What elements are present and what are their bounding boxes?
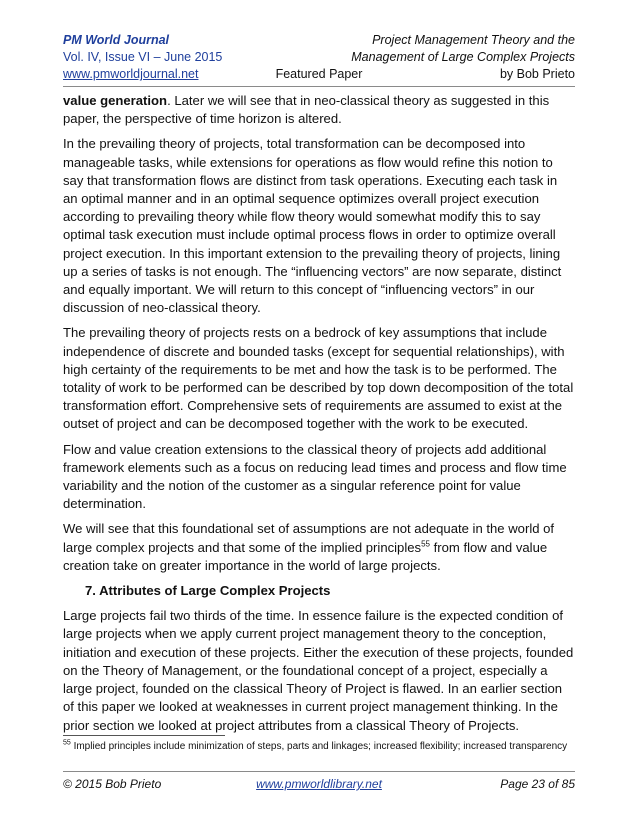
footnote-text: Implied principles include minimization of steps, parts and linkages; increased flexibility; increased transparency: [70, 741, 568, 752]
paper-title-line2: Management of Large Complex Projects: [351, 50, 575, 64]
footnote: [63, 740, 578, 753]
paragraph-3: The prevailing theory of projects rests on a bedrock of key assumptions that include independence of discrete and bounded tasks (except for sequential relationships), with high certainty of the requirements to be met and how the task is to be performed. The totality of work to be performed can be described by top down decomposition of the total transformation effort. Comprehensive sets of requirements are assumed to exist at the outset of project and can be decomposed together with the work to be executed.: [63, 325, 574, 432]
library-website-link[interactable]: www.pmworldlibrary.net: [256, 777, 382, 791]
author-byline: by Bob Prieto: [499, 67, 575, 81]
paragraph-2: In the prevailing theory of projects, total transformation can be decomposed into manageable tasks, while extensions for operations as flow would refine this notion to say that transformation flows are distinct from task operations. Executing each task in an optimal manner and in an optimal sequence optimizes overall project execution according to prevailing theory while flow theory would somewhat modify this to say optimal task execution must include optimal process flows in order to optimize overall project execution. In this important extension to the prevailing theory of projects, lining up a series of tasks is not enough. The “influencing vectors” are now separate, distinct and equally important. We will return to this concept of “influencing vectors” in our discussion of neo-classical theory.: [63, 136, 562, 316]
bold-phrase: value generation: [63, 93, 168, 108]
paragraph-1: [63, 92, 575, 128]
paragraph-1-text: . Later we will see that in neo-classical theory as suggested in this paper, the perspective of time horizon is altered.: [63, 93, 550, 127]
paragraph-5-text-a: We will see that this foundational set of assumptions are not adequate in the world of large complex projects and that some of the implied principles: [63, 521, 555, 555]
paragraph-4: Flow and value creation extensions to the classical theory of projects add additional framework elements such as a focus on reducing lead times and process and flow time variability and the notion of the customer as a singular reference point for value determination.: [63, 441, 567, 512]
page-number: Page 23 of 85: [500, 777, 575, 791]
header-divider: [63, 86, 575, 87]
paragraph-6: Large projects fail two thirds of the time. In essence failure is the expected condition of large projects when we apply current project management theory to the conception, initiation and execution of these projects. Either the execution of these projects, founded on the Theory of Management, or the foundational concept of a project, especially a large project, founded on the classical Theory of Project is flawed. In an earlier section of this paper we looked at weaknesses in current project management thinking. In the prior section we looked at project attributes from a classical Theory of Projects.: [63, 608, 574, 733]
paragraph-5: [63, 520, 575, 575]
article-body: [63, 92, 575, 742]
footnote-number: 55: [63, 739, 71, 747]
section-label: Featured Paper: [275, 67, 363, 81]
issue-info: Vol. IV, Issue VI – June 2015: [63, 50, 223, 64]
journal-website-link[interactable]: www.pmworldjournal.net: [63, 67, 199, 81]
journal-name: PM World Journal: [63, 33, 170, 47]
paper-title-line1: Project Management Theory and the: [372, 33, 575, 47]
footer-divider: [63, 771, 575, 772]
paragraph-5-text-b: from flow and value creation take on greater importance in the world of large projects.: [63, 539, 548, 573]
footnote-divider: [63, 735, 225, 736]
page-footer: [63, 776, 575, 792]
page-header: [63, 32, 575, 88]
footnote-ref[interactable]: 55: [421, 539, 430, 549]
copyright: © 2015 Bob Prieto: [63, 777, 162, 791]
section-heading: 7. Attributes of Large Complex Projects: [85, 583, 331, 599]
